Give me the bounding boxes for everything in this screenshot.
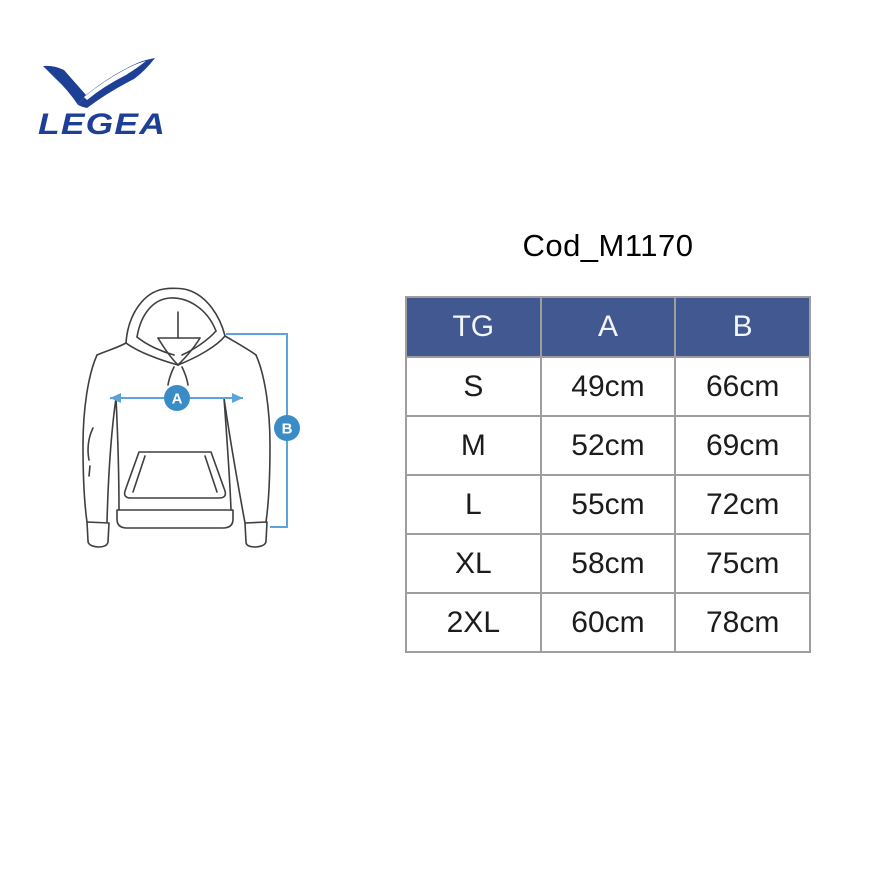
table-row [406,416,810,475]
hoodie-outline-drawing [83,288,270,547]
measurement-b-label: B [281,420,293,438]
legea-wordmark: LEGEA [38,108,166,137]
column-header-tg: TG [406,297,541,357]
measurement-a-marker [110,385,243,411]
size-cell: M [406,416,541,475]
table-row [406,357,810,416]
measurement-a-cell: 52cm [541,416,676,475]
measurement-a-cell: 58cm [541,534,676,593]
size-cell: S [406,357,541,416]
table-row [406,593,810,652]
measurement-b-cell: 72cm [675,475,810,534]
measurement-a-cell: 49cm [541,357,676,416]
product-code-title: Cod_M1170 [522,228,694,263]
table-row [406,534,810,593]
measurement-a-cell: 55cm [541,475,676,534]
legea-logo [38,52,170,137]
table-header-row [406,297,810,357]
measurement-a-label: A [171,390,183,408]
measurement-b-cell: 69cm [675,416,810,475]
column-header-b: B [675,297,810,357]
size-chart-table [405,296,811,653]
hoodie-diagram [60,280,310,565]
table-row [406,475,810,534]
size-cell: L [406,475,541,534]
measurement-b-marker [226,334,300,527]
legea-swoosh-icon [43,58,155,108]
size-cell: 2XL [406,593,541,652]
size-cell: XL [406,534,541,593]
measurement-b-cell: 66cm [675,357,810,416]
measurement-b-cell: 78cm [675,593,810,652]
measurement-a-cell: 60cm [541,593,676,652]
measurement-b-cell: 75cm [675,534,810,593]
column-header-a: A [541,297,676,357]
